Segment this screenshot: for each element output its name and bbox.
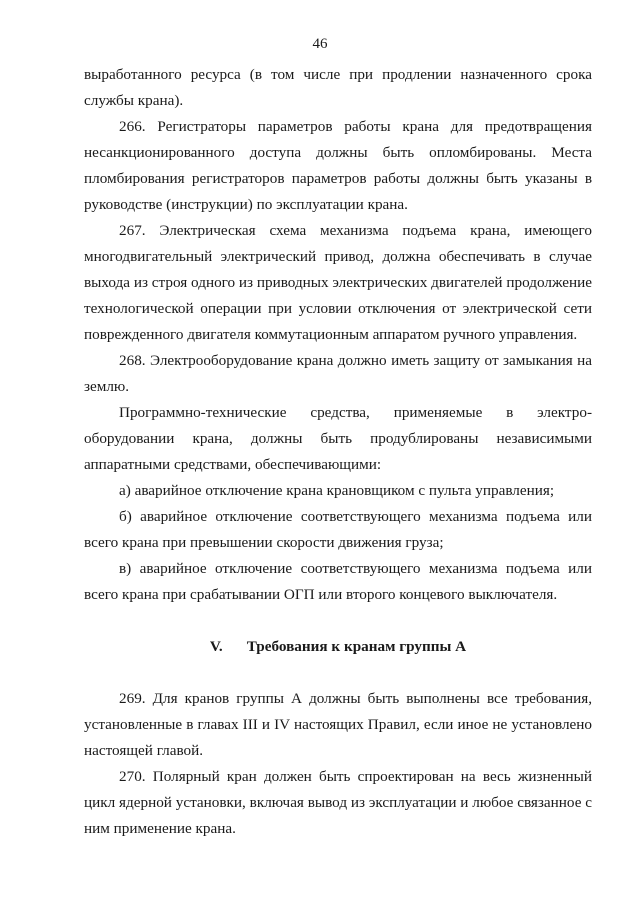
list-item-a: а) аварийное отключение крана крановщиком с пульта управления;: [119, 482, 555, 499]
list-item-c: в) аварийное отключение соответствующего механизма подъема или всего крана при срабатывании ОГП или второго концевого выключателя.: [84, 560, 592, 603]
section-number: V.: [209, 638, 223, 655]
paragraph-270: 270. Полярный кран должен быть спроектирован на весь жизненный цикл ядерной установки, включая вывод из эксплуатации и любое связанное с ним применение крана.: [84, 768, 592, 837]
paragraph-269: 269. Для кранов группы А должны быть выполнены все требования, установленные в главах III и IV настоящих Правил, если иное не установлено настоящей главой.: [84, 690, 592, 759]
document-body: [84, 62, 592, 842]
paragraph-software-hardware: Программно-технические средства, применяемые в электро-оборудовании крана, должны быть продублированы независимыми аппаратными средствами, обеспечивающими:: [84, 404, 592, 473]
section-title: Требования к кранам группы А: [246, 638, 467, 655]
paragraph-continuation: выработанного ресурса (в том числе при продлении назначенного срока службы крана).: [84, 66, 592, 109]
paragraph-268: 268. Электрооборудование крана должно иметь защиту от замыкания на землю.: [84, 352, 592, 395]
section-heading: [84, 634, 592, 660]
page-number: 46: [312, 36, 328, 52]
paragraph-267: 267. Электрическая схема механизма подъема крана, имеющего многодвигательный электрический привод, должна обеспечивать в случае выхода из строя одного из приводных электрических двигателей продолжение технологической операции при условии отключения от электрической сети поврежденного двигателя коммутационным аппаратом ручного управления.: [84, 222, 592, 343]
paragraph-266: 266. Регистраторы параметров работы крана для предотвращения несанкционированного доступа должны быть опломбированы. Места пломбирования регистраторов параметров работы должны быть указаны в руководстве (инструкции) по эксплуатации крана.: [84, 118, 592, 213]
list-item-b: б) аварийное отключение соответствующего механизма подъема или всего крана при превышении скорости движения груза;: [84, 508, 592, 551]
